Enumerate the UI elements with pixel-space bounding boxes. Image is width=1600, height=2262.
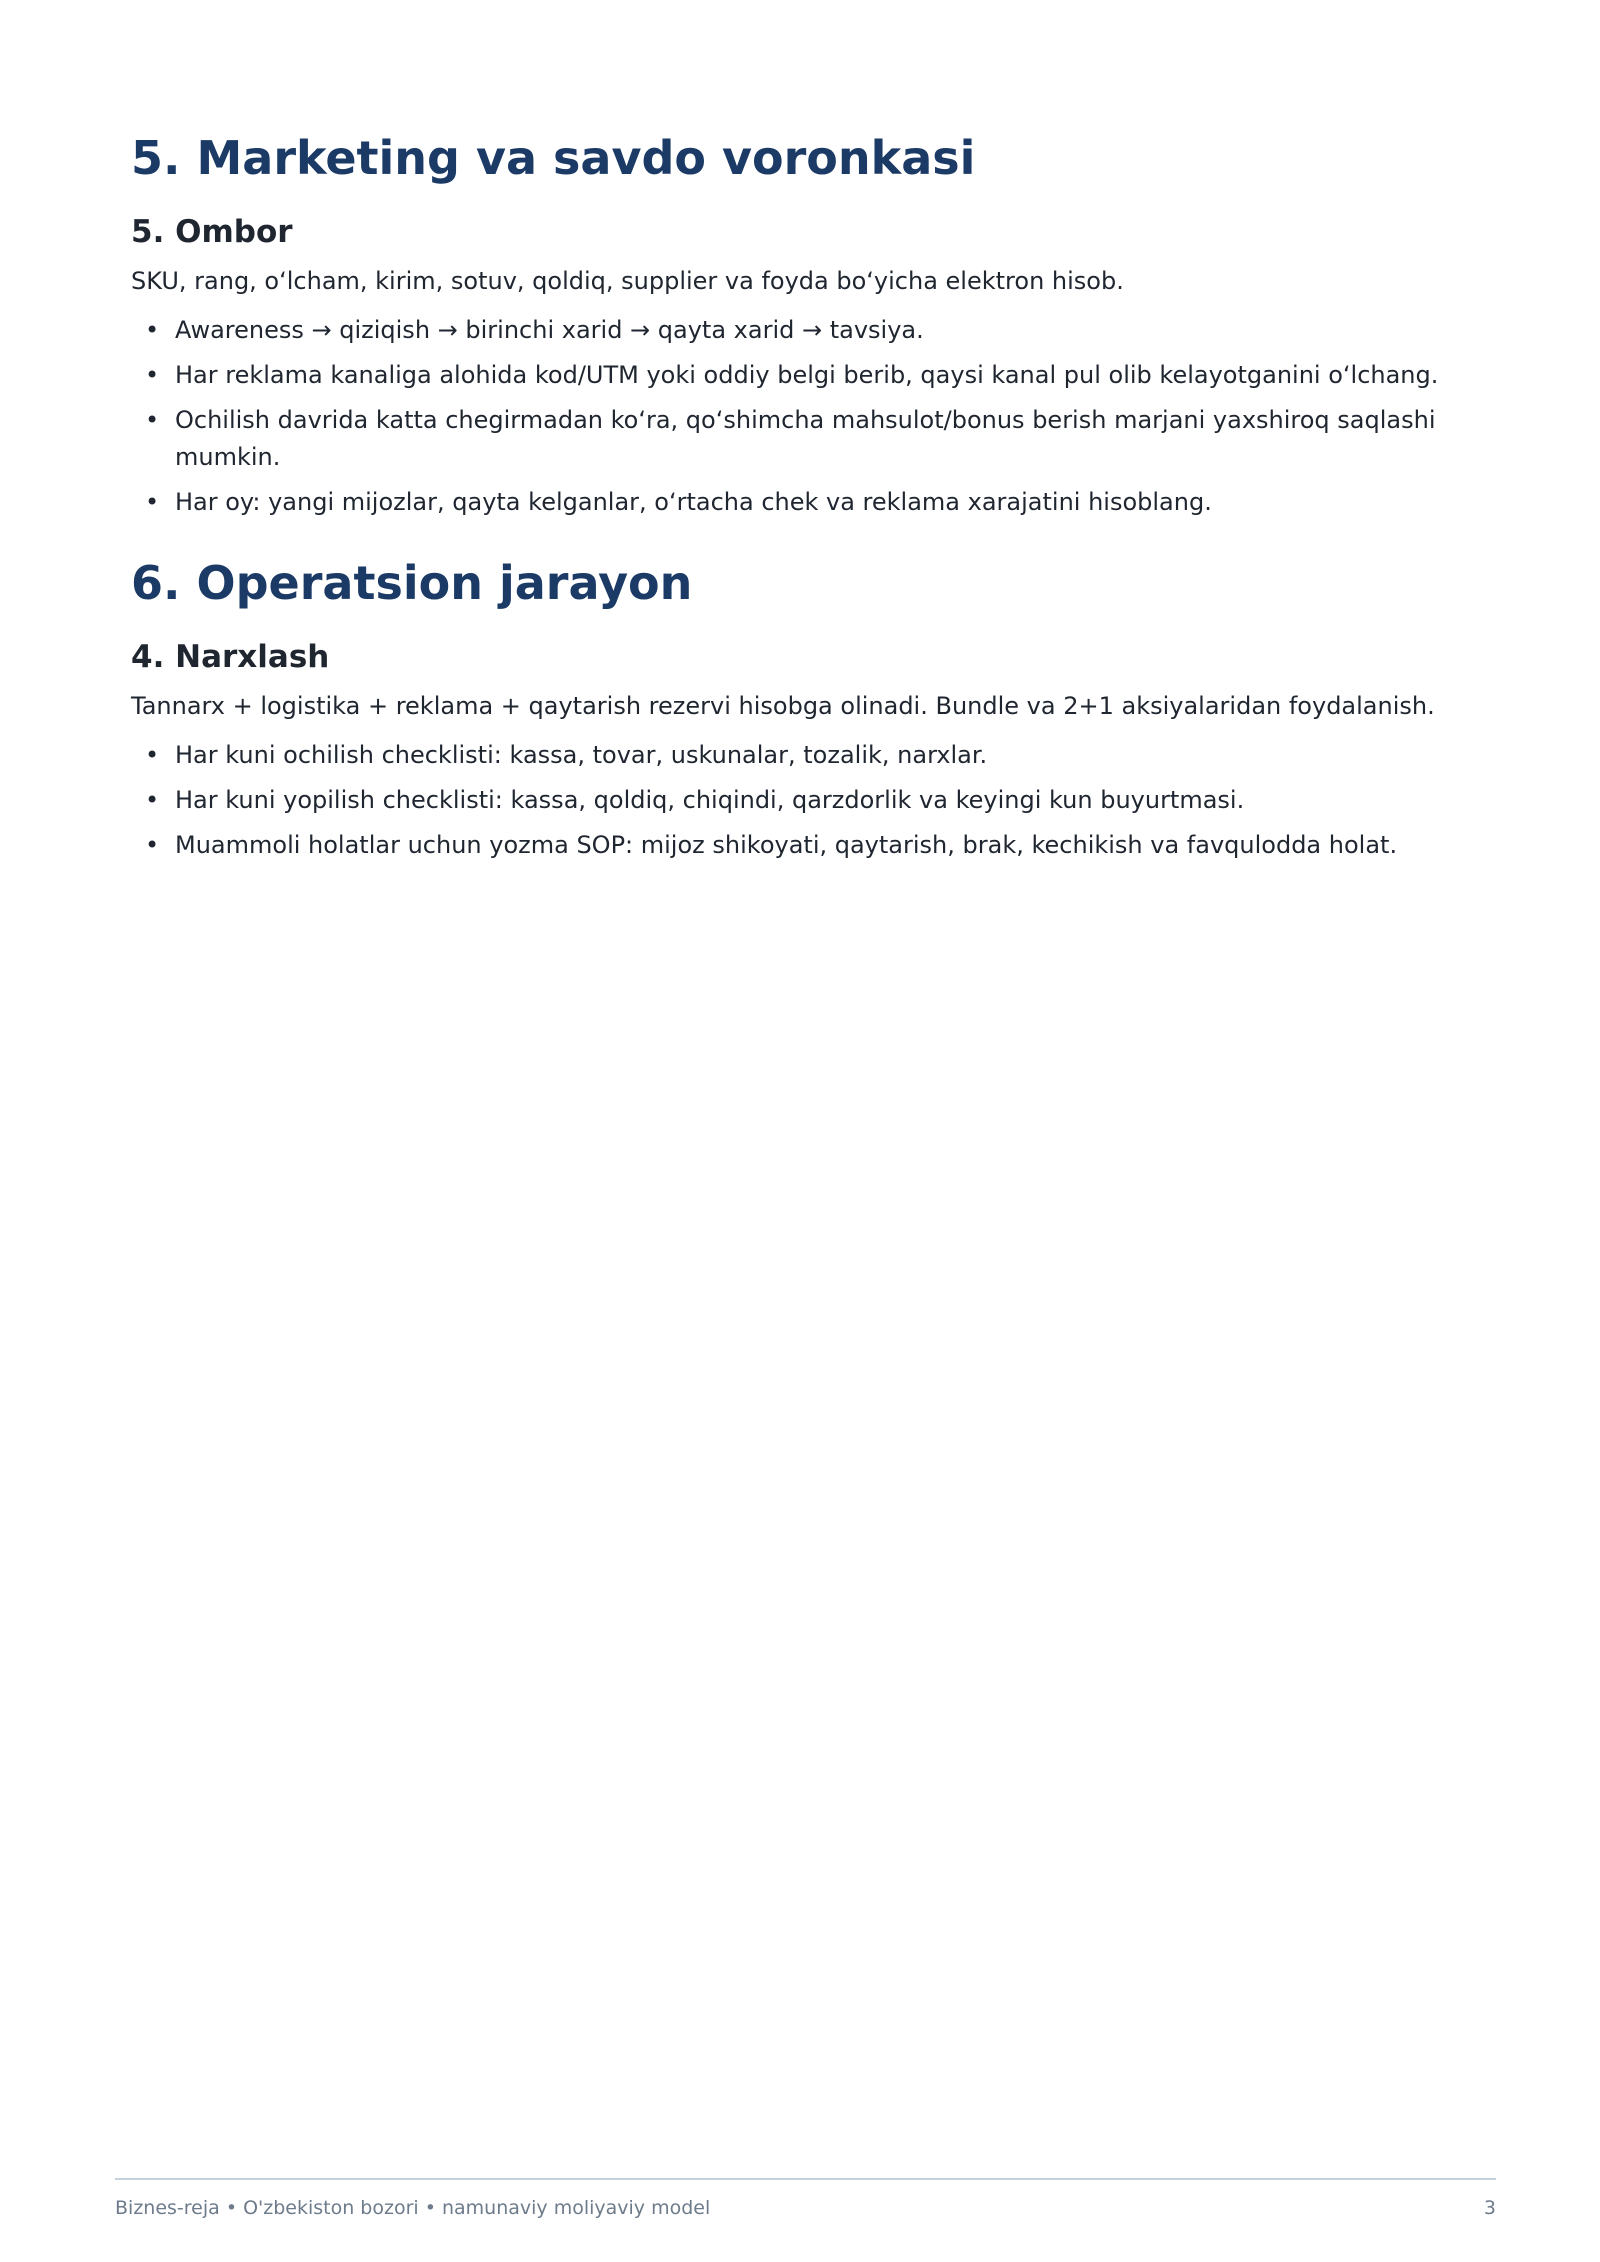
list-item [145, 827, 1471, 864]
list-item-text: Har kuni yopilish checklisti: kassa, qoldiq, chiqindi, qarzdorlik va keyingi kun buyurtmasi. [175, 786, 1245, 814]
list-item [145, 312, 1471, 349]
list-item [145, 357, 1471, 394]
list-item [145, 484, 1471, 521]
section-paragraph: Tannarx + logistika + reklama + qaytarish rezervi hisobga olinadi. Bundle va 2+1 aksiyalaridan foydalanish. [131, 692, 1435, 720]
section-title: 5. Marketing va savdo voronkasi [131, 131, 976, 185]
bullet-icon: • [145, 786, 160, 814]
list-item-text: Awareness → qiziqish → birinchi xarid → qayta xarid → tavsiya. [175, 316, 924, 344]
section-marketing [131, 128, 1471, 521]
bullet-list [131, 737, 1471, 864]
footer-text: Biznes-reja • O'zbekiston bozori • namunaviy moliyaviy model [115, 2197, 711, 2219]
list-item [145, 782, 1471, 819]
section-operations [131, 553, 1471, 864]
bullet-icon: • [145, 361, 160, 389]
page-number: 3 [1483, 2197, 1496, 2219]
bullet-icon: • [145, 741, 160, 769]
list-item-text: Ochilish davrida katta chegirmadan ko‘ra, qo‘shimcha mahsulot/bonus berish marjani yaxshiroq saqlashi mumkin. [175, 406, 1436, 471]
bullet-icon: • [145, 316, 160, 344]
page-content [131, 128, 1471, 896]
list-item-text: Har oy: yangi mijozlar, qayta kelganlar, o‘rtacha chek va reklama xarajatini hisoblang. [175, 488, 1212, 516]
footer-divider [115, 2178, 1496, 2180]
list-item [145, 402, 1471, 476]
bullet-icon: • [145, 831, 160, 859]
list-item-text: Har reklama kanaliga alohida kod/UTM yoki oddiy belgi berib, qaysi kanal pul olib kelayotganini o‘lchang. [175, 361, 1439, 389]
list-item-text: Har kuni ochilish checklisti: kassa, tovar, uskunalar, tozalik, narxlar. [175, 741, 988, 769]
bullet-icon: • [145, 488, 160, 516]
section-paragraph: SKU, rang, o‘lcham, kirim, sotuv, qoldiq, supplier va foyda bo‘yicha elektron hisob. [131, 267, 1124, 295]
bullet-icon: • [145, 406, 160, 434]
subsection-title: 4. Narxlash [131, 639, 330, 675]
list-item-text: Muammoli holatlar uchun yozma SOP: mijoz shikoyati, qaytarish, brak, kechikish va favqulodda holat. [175, 831, 1398, 859]
list-item [145, 737, 1471, 774]
subsection-title: 5. Ombor [131, 214, 293, 250]
bullet-list [131, 312, 1471, 521]
section-title: 6. Operatsion jarayon [131, 556, 693, 610]
